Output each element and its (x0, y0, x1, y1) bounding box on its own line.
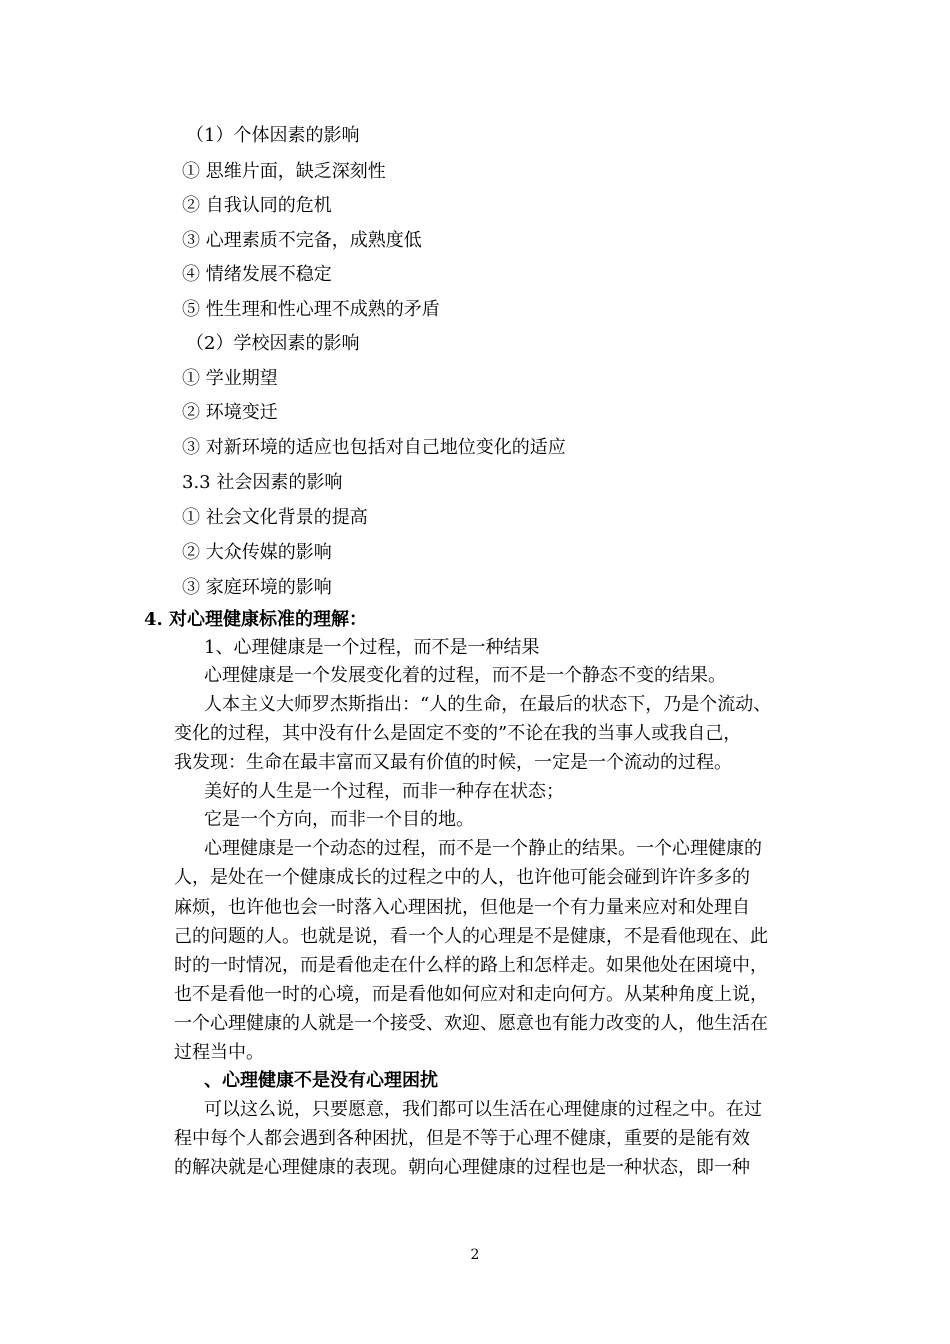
subheading: 、心理健康不是没有心理困扰 (204, 1070, 438, 1091)
paragraph-line: 心理健康是一个发展变化着的过程，而不是一个静态不变的结果。 (204, 665, 726, 686)
paragraph-line: 可以这么说，只要愿意，我们都可以生活在心理健康的过程之中。在过 (204, 1099, 762, 1120)
list-item: ② 自我认同的危机 (182, 195, 332, 216)
paragraph-line: 程中每个人都会遇到各种困扰，但是不等于心理不健康，重要的是能有效 (174, 1128, 750, 1149)
page-number: 2 (470, 1247, 480, 1263)
paragraph-line: 时的一时情况，而是看他走在什么样的路上和怎样走。如果他处在困境中， (174, 955, 768, 976)
list-item: ① 社会文化背景的提高 (182, 507, 368, 528)
list-item: ⑤ 性生理和性心理不成熟的矛盾 (182, 299, 440, 320)
paragraph-line: 它是一个方向，而非一个目的地。 (204, 809, 474, 830)
list-item: ③ 对新环境的适应也包括对自己地位变化的适应 (182, 437, 566, 458)
list-heading-school: （2）学校因素的影响 (186, 333, 360, 354)
section-heading: 4. 对心理健康标准的理解： (144, 609, 368, 630)
paragraph-line: 也不是看他一时的心境，而是看他如何应对和走向何方。从某种角度上说， (174, 984, 768, 1005)
paragraph-line: 一个心理健康的人就是一个接受、欢迎、愿意也有能力改变的人，他生活在 (174, 1013, 768, 1034)
paragraph-line: 我发现：生命在最丰富而又最有价值的时候，一定是一个流动的过程。 (174, 752, 732, 773)
paragraph-line: 过程当中。 (174, 1042, 264, 1063)
subheading: 1、心理健康是一个过程，而不是一种结果 (204, 637, 540, 658)
paragraph-line: 变化的过程，其中没有什么是固定不变的”不论在我的当事人或我自己， (174, 723, 742, 744)
list-item: ② 大众传媒的影响 (182, 542, 332, 563)
list-item: ③ 心理素质不完备，成熟度低 (182, 230, 422, 251)
list-item: ① 思维片面，缺乏深刻性 (182, 161, 386, 182)
list-heading-society: 3.3 社会因素的影响 (182, 472, 343, 493)
list-item: ④ 情绪发展不稳定 (182, 264, 332, 285)
paragraph-line: 人，是处在一个健康成长的过程之中的人，也许他可能会碰到许许多多的 (174, 867, 750, 888)
paragraph-line: 美好的人生是一个过程，而非一种存在状态； (204, 781, 564, 802)
list-item: ① 学业期望 (182, 368, 278, 389)
list-heading-individual: （1）个体因素的影响 (186, 125, 360, 146)
list-item: ③ 家庭环境的影响 (182, 577, 332, 598)
paragraph-line: 麻烦，也许他也会一时落入心理困扰，但他是一个有力量来应对和处理自 (174, 897, 750, 918)
paragraph-line: 人本主义大师罗杰斯指出：“人的生命，在最后的状态下，乃是个流动、 (204, 694, 772, 715)
paragraph-line: 心理健康是一个动态的过程，而不是一个静止的结果。一个心理健康的 (204, 838, 762, 859)
paragraph-line: 己的问题的人。也就是说，看一个人的心理是不是健康，不是看他现在、此 (174, 926, 768, 947)
paragraph-line: 的解决就是心理健康的表现。朝向心理健康的过程也是一种状态，即一种 (174, 1157, 750, 1178)
list-item: ② 环境变迁 (182, 402, 278, 423)
